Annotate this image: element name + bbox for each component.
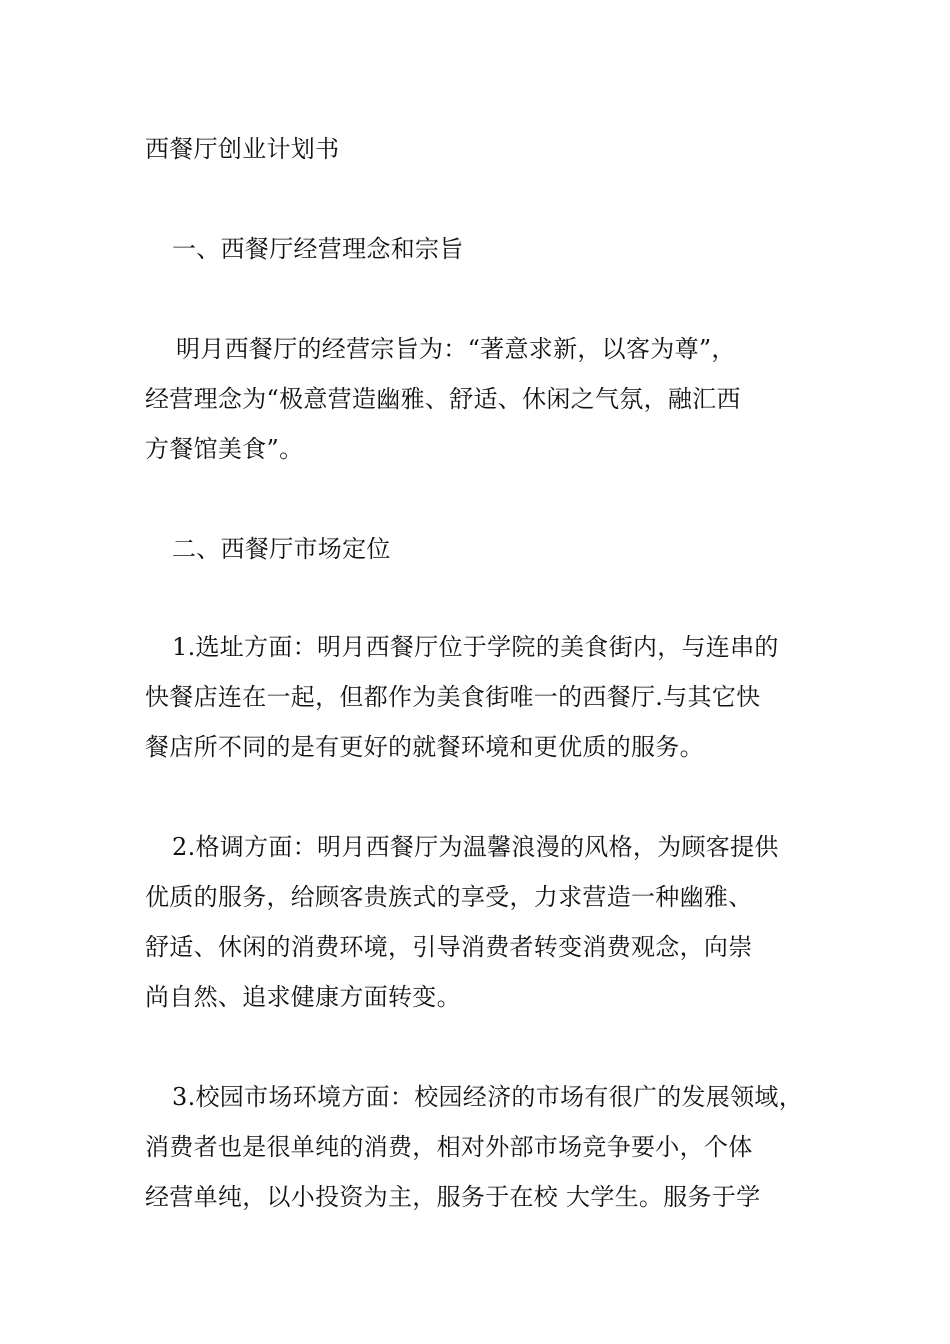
- paragraph-line: 尚自然、追求健康方面转变。: [145, 983, 461, 1011]
- paragraph-line: 3.校园市场环境方面：校园经济的市场有很广的发展领域，: [172, 1083, 803, 1111]
- paragraph-line: 明月西餐厅的经营宗旨为：“著意求新，以客为尊”，: [176, 335, 736, 363]
- paragraph-line: 快餐店连在一起，但都作为美食街唯一的西餐厅.与其它快: [145, 683, 761, 711]
- document-title: 西餐厅创业计划书: [145, 135, 340, 163]
- paragraph-line: 2.格调方面：明月西餐厅为温馨浪漫的风格，为顾客提供: [172, 833, 779, 861]
- paragraph-line: 1.选址方面：明月西餐厅位于学院的美食街内，与连串的: [172, 633, 779, 661]
- paragraph-line: 经营理念为“极意营造幽雅、舒适、休闲之气氛，融汇西: [145, 385, 741, 413]
- paragraph-line: 经营单纯，以小投资为主，服务于在校 大学生。服务于学: [145, 1183, 761, 1211]
- paragraph-line: 优质的服务，给顾客贵族式的享受，力求营造一种幽雅、: [145, 883, 753, 911]
- section-heading-1: 一、西餐厅经营理念和宗旨: [172, 235, 464, 263]
- paragraph-line: 方餐馆美食”。: [145, 435, 304, 463]
- paragraph-line: 舒适、休闲的消费环境，引导消费者转变消费观念，向崇: [145, 933, 753, 961]
- paragraph-line: 餐店所不同的是有更好的就餐环境和更优质的服务。: [145, 733, 704, 761]
- section-heading-2: 二、西餐厅市场定位: [172, 535, 391, 563]
- paragraph-line: 消费者也是很单纯的消费，相对外部市场竞争要小，个体: [145, 1133, 753, 1161]
